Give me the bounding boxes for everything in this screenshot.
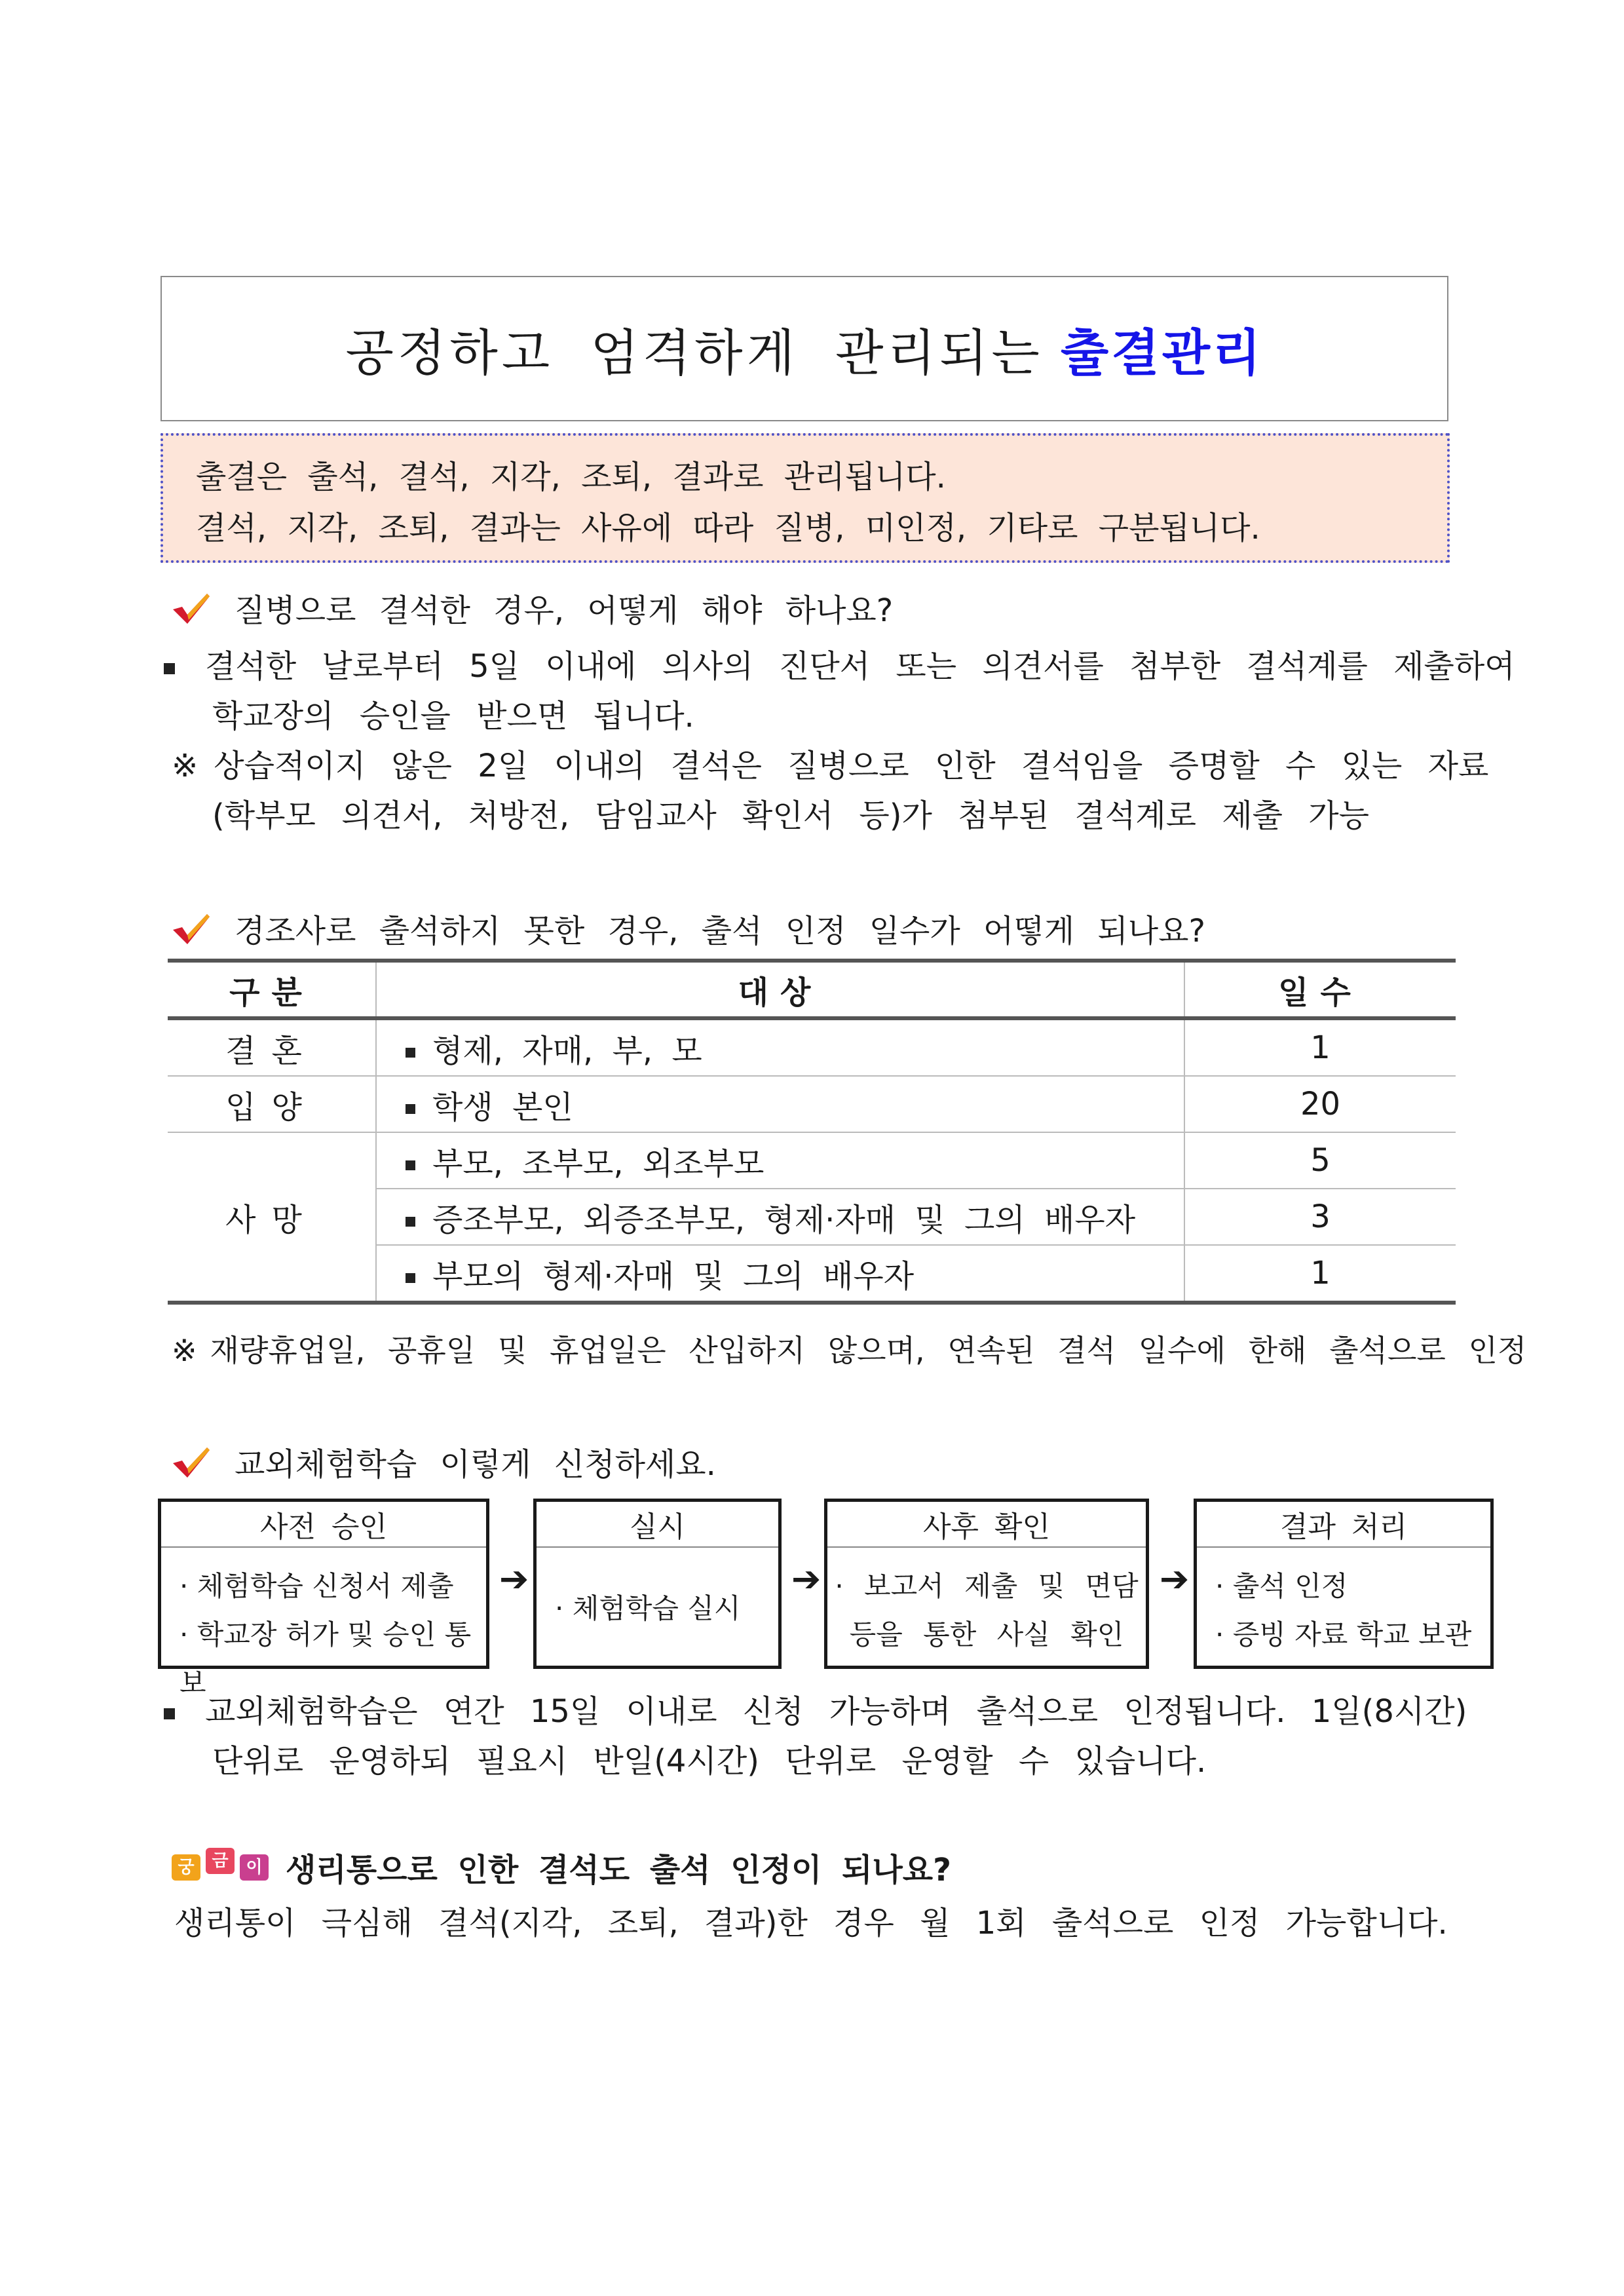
row-category: 입양: [168, 1076, 376, 1132]
row-target-text: 증조부모, 외증조부모, 형제·자매 및 그의 배우자: [432, 1201, 1136, 1238]
menstrual-text: 생리통이 극심해 결석(지각, 조퇴, 결과)한 경우 월 1회 출석으로 인정 가능합니다.: [174, 1905, 1448, 1942]
row-days: 3: [1184, 1189, 1456, 1245]
square-bullet-icon: [406, 1048, 415, 1058]
row-days: 1: [1310, 1255, 1331, 1292]
row-target: [376, 1189, 1184, 1245]
flow-step-item: · 출석 인정: [1215, 1570, 1348, 1602]
flow-step-pre-approval: [158, 1499, 489, 1699]
fieldtrip-heading: [170, 1439, 716, 1484]
illness-note: [172, 740, 1488, 792]
flow-step-conduct: [533, 1499, 782, 1669]
family-event-table: [168, 959, 1456, 1305]
note-mark: ※: [172, 1333, 197, 1368]
badge-char: 이: [240, 1854, 269, 1881]
illness-heading-text: 질병으로 결석한 경우, 어떻게 해야 하나요?: [235, 592, 894, 629]
illness-bullet-line-1: 결석한 날로부터 5일 이내에 의사의 진단서 또는 의견서를 첨부한 결석계를 제출하여: [205, 648, 1515, 685]
flow-arrow-icon: ➔: [1160, 1558, 1190, 1599]
family-note-text: 재량휴업일, 공휴일 및 휴업일은 산입하지 않으며, 연속된 결석 일수에 한해 출석으로 인정: [210, 1333, 1527, 1368]
flow-step-title: 결과 처리: [1197, 1502, 1490, 1548]
intro-box: [161, 433, 1450, 563]
menstrual-heading: [172, 1845, 951, 1890]
page-title-accent: 출결관리: [1060, 323, 1264, 382]
flow-step-item: · 체험학습 실시: [555, 1592, 741, 1624]
flow-step-item: · 보고서 제출 및 면담: [835, 1570, 1139, 1602]
table-row: [168, 1018, 1456, 1076]
square-bullet-icon: [406, 1273, 415, 1283]
square-bullet-icon: [406, 1104, 415, 1114]
page-title: [161, 276, 1448, 421]
note-mark: ※: [172, 748, 198, 784]
illness-note-line-1: 상습적이지 않은 2일 이내의 결석은 질병으로 인한 결석임을 증명할 수 있는 자료: [214, 748, 1489, 784]
column-header-days: 일수: [1184, 961, 1456, 1018]
row-days: 5: [1184, 1132, 1456, 1189]
illness-heading: [170, 585, 893, 630]
fieldtrip-heading-text: 교외체험학습 이렇게 신청하세요.: [235, 1446, 716, 1483]
page-title-prefix: 공정하고 엄격하게 관리되는: [345, 323, 1044, 382]
fieldtrip-bullet-line-1: 교외체험학습은 연간 15일 이내로 신청 가능하며 출석으로 인정됩니다. 1일(8시간): [205, 1693, 1467, 1730]
flow-step-item: · 증빙 자료 학교 보관: [1215, 1618, 1472, 1651]
square-bullet-icon: [406, 1160, 415, 1170]
flow-step-title: 사후 확인: [827, 1502, 1146, 1548]
flow-arrow-icon: ➔: [791, 1558, 821, 1599]
square-bullet-icon: [164, 1708, 175, 1719]
intro-line-1: 출결은 출석, 결석, 지각, 조퇴, 결과로 관리됩니다.: [196, 459, 946, 495]
row-target-text: 부모의 형제·자매 및 그의 배우자: [432, 1257, 915, 1295]
table-row: [168, 1132, 1456, 1189]
illness-note-line-2: (학부모 의견서, 처방전, 담임교사 확인서 등)가 첨부된 결석계로 제출 가능: [212, 797, 1369, 834]
row-target: [376, 1245, 1184, 1303]
square-bullet-icon: [406, 1217, 415, 1227]
family-note: [172, 1325, 1526, 1376]
check-icon: [170, 911, 211, 946]
check-icon: [170, 1445, 211, 1479]
row-category: 결혼: [168, 1018, 376, 1076]
row-days: 20: [1184, 1076, 1456, 1132]
flow-step-item: · 학교장 허가 및 승인 통보: [179, 1618, 472, 1699]
row-target-text: 부모, 조부모, 외조부모: [432, 1145, 765, 1182]
row-days: 1: [1184, 1018, 1456, 1076]
badge-char: 궁: [172, 1854, 200, 1881]
intro-line-2: 결석, 지각, 조퇴, 결과는 사유에 따라 질병, 미인정, 기타로 구분됩니다.: [196, 510, 1260, 546]
check-icon: [170, 591, 211, 625]
flow-step-title: 사전 승인: [161, 1502, 486, 1548]
family-heading-text: 경조사로 출석하지 못한 경우, 출석 인정 일수가 어떻게 되나요?: [235, 913, 1205, 949]
table-row: [168, 1076, 1456, 1132]
row-target-text: 학생 본인: [432, 1088, 573, 1126]
row-target-text: 형제, 자매, 부, 모: [432, 1032, 702, 1069]
row-target: [376, 1076, 1184, 1132]
row-target: [376, 1018, 1184, 1076]
column-header-category: 구분: [168, 961, 376, 1018]
flow-step-item: 등을 통한 사실 확인: [849, 1618, 1124, 1651]
badge-char: 금: [206, 1848, 235, 1874]
flow-step-item: · 체험학습 신청서 제출: [179, 1570, 454, 1602]
column-header-target: 대상: [376, 961, 1184, 1018]
illness-bullet: [164, 641, 1515, 692]
table-header-row: [168, 961, 1456, 1018]
fieldtrip-bullet: [164, 1686, 1467, 1737]
flow-step-result: [1194, 1499, 1494, 1669]
row-category: 사망: [168, 1132, 376, 1303]
flow-step-post-check: [824, 1499, 1149, 1669]
menstrual-heading-text: 생리통으로 인한 결석도 출석 인정이 되나요?: [286, 1852, 952, 1888]
flow-step-title: 실시: [537, 1502, 778, 1548]
square-bullet-icon: [164, 663, 175, 674]
row-target: [376, 1132, 1184, 1189]
family-heading: [170, 906, 1205, 951]
flow-arrow-icon: ➔: [499, 1558, 529, 1599]
fieldtrip-bullet-line-2: 단위로 운영하되 필요시 반일(4시간) 단위로 운영할 수 있습니다.: [212, 1743, 1207, 1780]
illness-bullet-line-2: 학교장의 승인을 받으면 됩니다.: [212, 698, 694, 735]
